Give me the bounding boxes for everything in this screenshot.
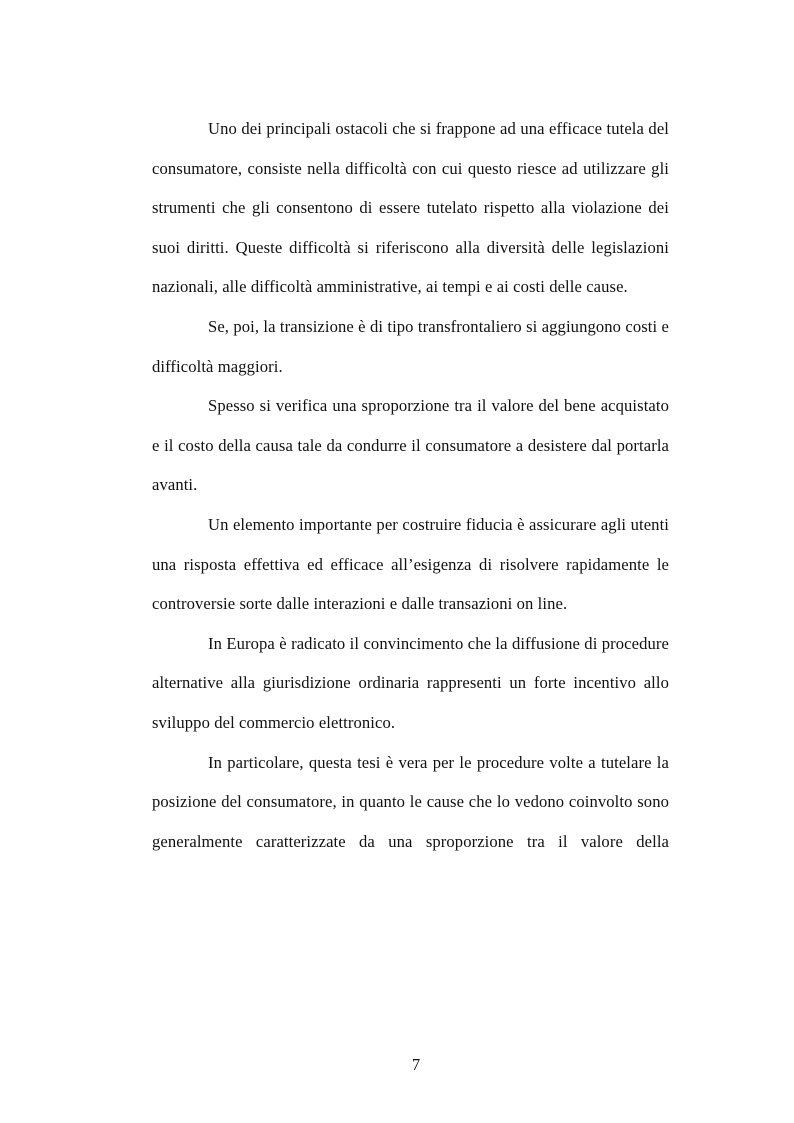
page-number: 7 (411, 1055, 421, 1074)
body-text (152, 109, 669, 861)
paragraph-6: In particolare, questa tesi è vera per le procedure volte a tutelare la posizione del consumatore, in quanto le cause che lo vedono coinvolto sono generalmente caratterizzate da una sproporzione tra il valore della (152, 752, 669, 851)
paragraph-5: In Europa è radicato il convincimento che la diffusione di procedure alternative alla giurisdizione ordinaria rappresenti un forte incentivo allo sviluppo del commercio elettronico. (152, 633, 669, 732)
paragraph-2: Se, poi, la transizione è di tipo transfrontaliero si aggiungono costi e difficoltà maggiori. (152, 316, 669, 376)
paragraph-3: Spesso si verifica una sproporzione tra il valore del bene acquistato e il costo della causa tale da condurre il consumatore a desistere dal portarla avanti. (152, 396, 669, 495)
paragraph-1: Uno dei principali ostacoli che si frappone ad una efficace tutela del consumatore, consiste nella difficoltà con cui questo riesce ad utilizzare gli strumenti che gli consentono di essere tutelato rispetto alla violazione dei suoi diritti. Queste difficoltà si riferiscono alla diversità delle legislazioni nazionali, alle difficoltà amministrative, ai tempi e ai costi delle cause. (152, 119, 669, 297)
paragraph-4: Un elemento importante per costruire fiducia è assicurare agli utenti una risposta effettiva ed efficace all’esigenza di risolvere rapidamente le controversie sorte dalle interazioni e dalle transazioni on line. (152, 514, 669, 614)
